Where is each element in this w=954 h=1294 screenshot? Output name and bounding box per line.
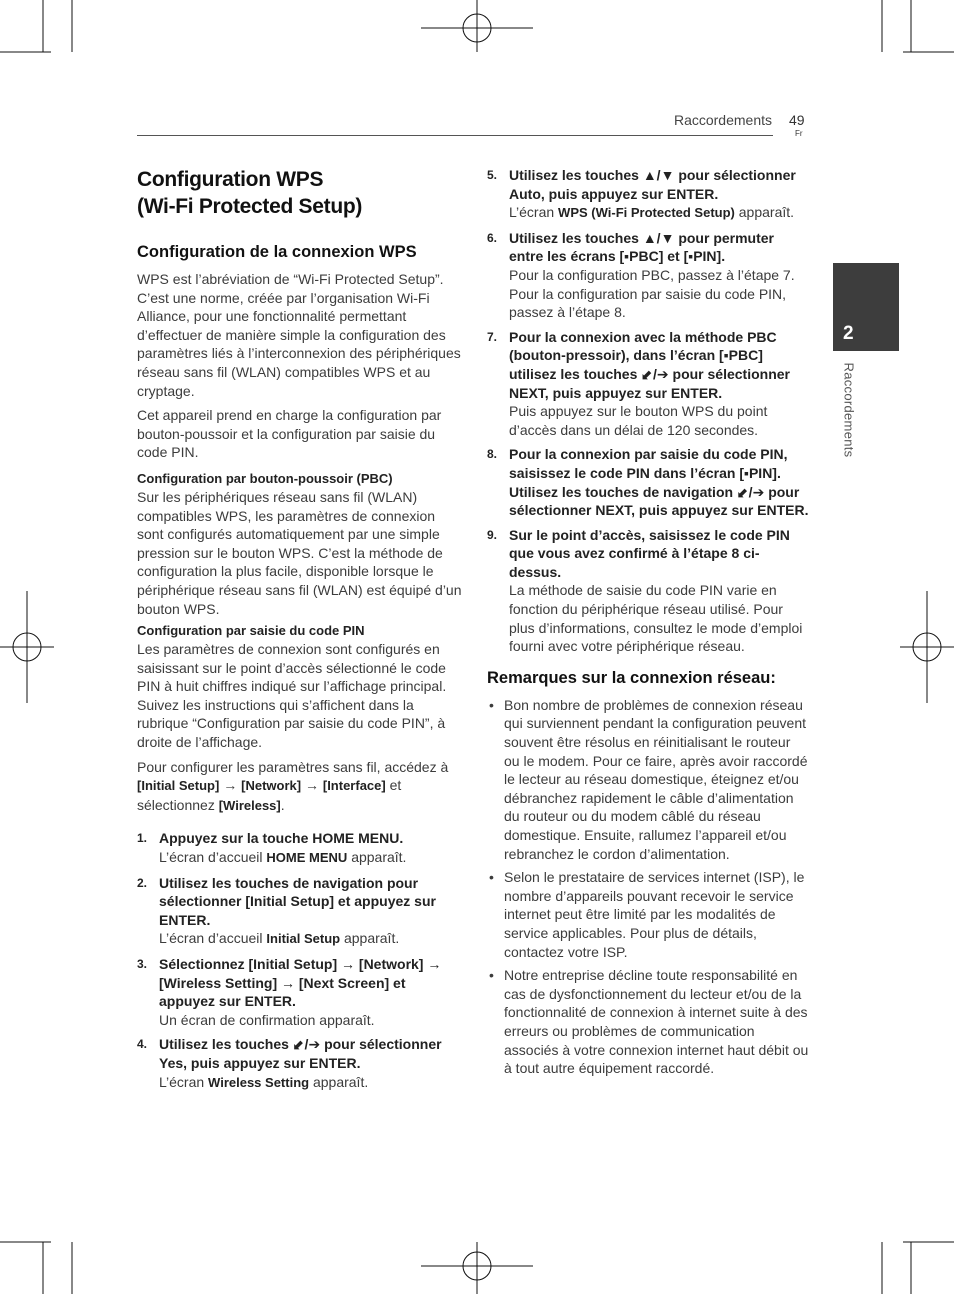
header-rule <box>137 135 773 136</box>
list-item: • Notre entreprise décline toute responsabilité en cas de dysfonctionnement du lecteur et/ou de la fonctionnalité de connexion à internet suite à des erreurs ou problèmes de communication associés à votre connexion internet haut débit ou à tout autre équipement raccordé. <box>489 967 809 1077</box>
steps-list-right <box>487 166 809 656</box>
steps-list-left <box>137 829 462 1092</box>
step-item: 2. Utilisez les touches de navigation pour sélectionner [Initial Setup] et appuyez sur ENTER. L’écran d’accueil Initial Setup apparaît. <box>137 874 436 947</box>
arrow-keys-icon: ⬋/➔ <box>292 1036 321 1053</box>
up-down-keys-icon: ▲/▼ <box>642 167 675 183</box>
section-heading: Configuration de la connexion WPS <box>137 243 417 261</box>
pin-paragraph: Les paramètres de connexion sont configurés en saisissant sur le point d’accès sélectionné le code PIN à huit chiffres indiqué sur l’affichage principal. Suivez les instructions qui s’affichent dans la rubrique “Configuration par saisie du code PIN”, à droite de l’affichage. <box>137 641 447 751</box>
step-item: 1. Appuyez sur la touche HOME MENU. L’écran d’accueil HOME MENU apparaît. <box>137 830 407 866</box>
config-paragraph: Pour configurer les paramètres sans fil, accédez à [Initial Setup] → [Network] → [Interface] et sélectionnez [Wireless]. <box>137 758 449 813</box>
notes-list <box>487 696 809 1078</box>
chapter-side-label: Raccordements <box>841 362 857 458</box>
list-item: • Selon le prestataire de services internet (ISP), le nombre d’appareils pouvant recevoir le service internet peut être limité par les modalités de service applicables. Pour plus de détails, contactez votre ISP. <box>489 869 805 960</box>
left-column <box>137 166 462 1098</box>
right-column <box>487 166 809 1083</box>
intro-paragraph-1: WPS est l’abréviation de “Wi-Fi Protected Setup”. C’est une norme, créée par l’organisation Wi-Fi Alliance, pour une fonctionnalité permettant d’effectuer de manière simple la configuration des paramètres liés à l’interconnexion des périphériques réseau sans fil (WLAN) compatibles WPS et au cryptage. <box>137 271 461 399</box>
bullet-icon: • <box>489 696 494 713</box>
step-item: 4. Utilisez les touches ⬋/➔ pour sélectionner Yes, puis appuyez sur ENTER. L’écran Wireless Setting apparaît. <box>137 1036 442 1090</box>
up-down-keys-icon: ▲/▼ <box>642 229 675 246</box>
step-item: 7. Pour la connexion avec la méthode PBC (bouton-pressoir), dans l’écran [▪PBC] utilisez les touches ⬋/➔ pour sélectionner NEXT, puis appuyez sur ENTER. Puis appuyez sur le bouton WPS du point d’accès dans un délai de 120 secondes. <box>487 328 790 438</box>
bullet-icon: • <box>489 967 494 984</box>
intro-paragraph-2: Cet appareil prend en charge la configuration par bouton-poussoir et la configuration par saisie du code PIN. <box>137 407 442 461</box>
chapter-number: 2 <box>843 323 854 344</box>
step-item: 8. Pour la connexion par saisie du code PIN, saisissez le code PIN dans l’écran [▪PIN]. Utilisez les touches de navigation ⬋/➔ pour sélectionner NEXT, puis appuyez sur ENTER. <box>487 446 809 519</box>
page-number: 49 <box>789 112 805 128</box>
language-code: Fr <box>795 129 803 138</box>
list-item: • Bon nombre de problèmes de connexion réseau qui surviennent pendant la configuration peuvent souvent être résolus en réinitialisant le routeur ou le modem. Pour ce faire, après avoir raccordé le lecteur au réseau domestique, éteignez et/ou débranchez rapidement le câble d’alimentation du routeur ou du modem câblé du réseau domestique. Ensuite, rallumez l’appareil et/ou rebranchez le cordon d’alimentation. <box>489 696 808 862</box>
header-section-title: Raccordements <box>673 112 772 128</box>
notes-heading: Remarques sur la connexion réseau: <box>487 668 776 687</box>
pin-heading: Configuration par saisie du code PIN <box>137 623 365 639</box>
arrow-keys-icon: ⬋/➔ <box>736 483 765 500</box>
bullet-icon: • <box>489 869 494 886</box>
page-title: Configuration WPS (Wi-Fi Protected Setup) <box>137 168 363 218</box>
step-item: 5. Utilisez les touches ▲/▼ pour sélectionner Auto, puis appuyez sur ENTER. L’écran WPS (Wi-Fi Protected Setup) apparaît. <box>487 167 796 221</box>
step-item: 3. Sélectionnez [Initial Setup] → [Network] → [Wireless Setting] → [Next Screen] et appuyez sur ENTER. Un écran de confirmation apparaît. <box>137 956 442 1028</box>
pbc-paragraph: Sur les périphériques réseau sans fil (WLAN) compatibles WPS, les paramètres de connexion sont configurés automatiquement par une simple pression sur le bouton WPS. C’est la méthode de configuration la plus facile, disponible lorsque le périphérique réseau sans fil (WLAN) est équipé d’un bouton WPS. <box>137 488 462 617</box>
step-item: 6. Utilisez les touches ▲/▼ pour permuter entre les écrans [▪PBC] et [▪PIN]. Pour la configuration PBC, passez à l’étape 7. Pour la configuration par saisie du code PIN, passez à l’étape 8. <box>487 229 795 321</box>
step-item: 9. Sur le point d’accès, saisissez le code PIN que vous avez confirmé à l’étape 8 ci-dessus. La méthode de saisie du code PIN varie en fonction du périphérique réseau utilisé. Pour plus d’informations, consultez le mode d’emploi fourni avec votre périphérique réseau. <box>487 526 803 655</box>
arrow-keys-icon: ⬋/➔ <box>641 365 669 382</box>
pbc-heading: Configuration par bouton-poussoir (PBC) <box>137 470 393 486</box>
